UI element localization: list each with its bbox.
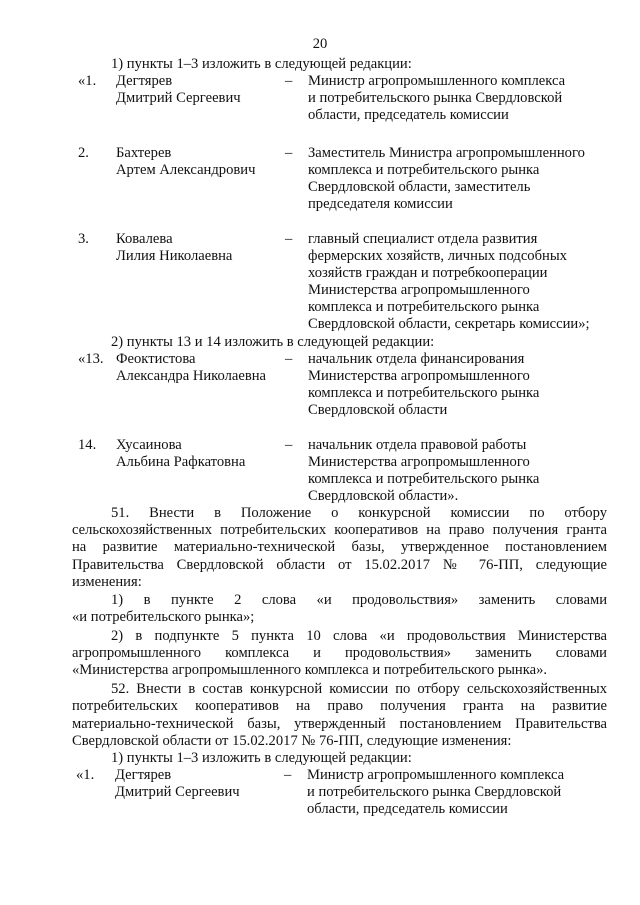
paragraph-51-item-2: 2) в подпункте 5 пункта 10 слова «и продовольствия Министерства [111, 628, 607, 644]
member-role: Заместитель Министра агропромышленного комплекса и потребительского рынка Свердловской области, заместитель председателя комиссии [308, 145, 585, 212]
dash: – [284, 767, 292, 783]
dash: – [285, 145, 293, 161]
paragraph-51-line: сельскохозяйственных потребительских кооперативов на право получения гранта [72, 522, 607, 538]
member-name: Феоктистова Александра Николаевна [116, 351, 267, 384]
paragraph-51-line: на развитие материально-технической базы, утвержденное постановлением [72, 539, 607, 555]
paragraph-51-item-2: «Министерства агропромышленного комплекса и потребительского рынка». [72, 662, 548, 678]
paragraph-52-line: 52. Внести в состав конкурсной комиссии по отбору сельскохозяйственных [111, 681, 607, 697]
entry-number: «1. [76, 767, 95, 783]
member-name: Ковалева Лилия Николаевна [116, 231, 233, 264]
paragraph-52-line: Свердловской области от 15.02.2017 № 76-ПП, следующие изменения: [72, 733, 512, 749]
member-role: главный специалист отдела развития фермерских хозяйств, личных подсобных хозяйств граждан и потребкооперации Министерства агропромышленного комплекса и потребительского рынка Свердловской области, секретарь комиссии»; [308, 231, 590, 332]
entry-number: 2. [78, 145, 89, 161]
section-2-intro: 2) пункты 13 и 14 изложить в следующей редакции: [111, 334, 435, 350]
dash: – [285, 351, 293, 367]
paragraph-51-item-1: «и потребительского рынка»; [72, 609, 255, 625]
paragraph-51-line: Правительства Свердловской области от 15.02.2017 № 76-ПП, следующие [72, 557, 607, 573]
member-name: Бахтерев Артем Александрович [116, 145, 256, 178]
member-role: начальник отдела финансирования Министерства агропромышленного комплекса и потребительского рынка Свердловской области [308, 351, 540, 418]
section-1-intro: 1) пункты 1–3 изложить в следующей редакции: [111, 56, 412, 72]
member-name: Хусаинова Альбина Рафкатовна [116, 437, 246, 470]
entry-number: «13. [78, 351, 104, 367]
member-role: начальник отдела правовой работы Министерства агропромышленного комплекса и потребительского рынка Свердловской области». [308, 437, 540, 504]
paragraph-52-line: материально-технической базы, утвержденный постановлением Правительства [72, 716, 607, 732]
paragraph-52-intro: 1) пункты 1–3 изложить в следующей редакции: [111, 750, 412, 766]
paragraph-51-line: изменения: [72, 574, 142, 590]
dash: – [285, 231, 293, 247]
entry-number: 3. [78, 231, 89, 247]
member-name: Дегтярев Дмитрий Сергеевич [115, 767, 240, 800]
dash: – [285, 437, 293, 453]
entry-number: «1. [78, 73, 97, 89]
paragraph-51-item-2: агропромышленного комплекса и продовольствия» заменить словами [72, 645, 607, 661]
member-role: Министр агропромышленного комплекса и потребительского рынка Свердловской области, председатель комиссии [307, 767, 565, 817]
dash: – [285, 73, 293, 89]
paragraph-51-item-1: 1) в пункте 2 слова «и продовольствия» заменить словами [111, 592, 607, 608]
paragraph-51-line: 51. Внести в Положение о конкурсной комиссии по отбору [111, 505, 607, 521]
member-name: Дегтярев Дмитрий Сергеевич [116, 73, 241, 106]
entry-number: 14. [78, 437, 97, 453]
member-role: Министр агропромышленного комплекса и потребительского рынка Свердловской области, председатель комиссии [308, 73, 566, 123]
page-number: 20 [312, 36, 328, 52]
paragraph-52-line: потребительских кооперативов на право получения гранта на развитие [72, 698, 607, 714]
